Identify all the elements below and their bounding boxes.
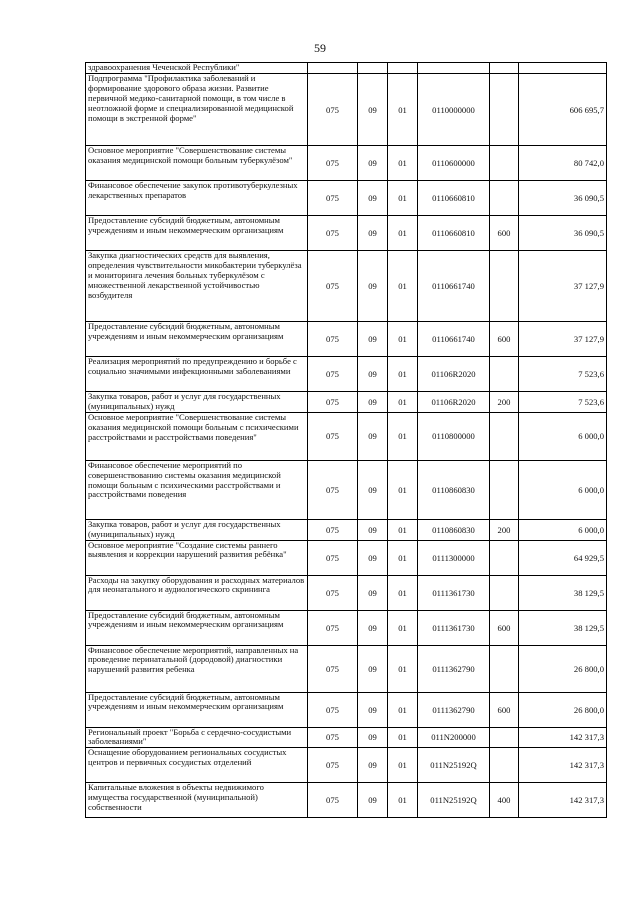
cell-name: Предоставление субсидий бюджетным, автономным учреждениям и иным некоммерческим организациям xyxy=(86,610,308,645)
cell-name: Оснащение оборудованием региональных сосудистых центров и первичных сосудистых отделений xyxy=(86,748,308,783)
cell-pr: 01 xyxy=(388,645,418,692)
cell-sum: 38 129,5 xyxy=(519,575,607,610)
cell-vr xyxy=(490,748,519,783)
cell-pr: 01 xyxy=(388,540,418,575)
cell-csr: 0110661740 xyxy=(418,251,490,322)
cell-csr: 011N25192Q xyxy=(418,748,490,783)
cell-sum: 80 742,0 xyxy=(519,146,607,181)
cell-sum: 142 317,3 xyxy=(519,748,607,783)
cell-vr xyxy=(490,412,519,460)
cell-vr: 600 xyxy=(490,610,519,645)
cell-vr xyxy=(490,575,519,610)
cell-vr: 400 xyxy=(490,783,519,818)
cell-rz: 09 xyxy=(358,322,388,357)
cell-rz: 09 xyxy=(358,392,388,413)
cell-rz: 09 xyxy=(358,412,388,460)
cell-rz: 09 xyxy=(358,74,388,146)
cell-sum: 38 129,5 xyxy=(519,610,607,645)
cell-grbs: 075 xyxy=(308,727,358,748)
cell-grbs: 075 xyxy=(308,783,358,818)
cell-csr: 011N200000 xyxy=(418,727,490,748)
cell-grbs: 075 xyxy=(308,181,358,216)
cell-rz: 09 xyxy=(358,540,388,575)
cell-name: Основное мероприятие "Совершенствование системы оказания медицинской помощи больным туберкулёзом" xyxy=(86,146,308,181)
table-row xyxy=(86,540,607,575)
cell-grbs: 075 xyxy=(308,412,358,460)
cell-name: здравоохранения Чеченской Республики" xyxy=(86,63,308,74)
cell-vr: 200 xyxy=(490,392,519,413)
table-row xyxy=(86,610,607,645)
table-row xyxy=(86,783,607,818)
cell-pr: 01 xyxy=(388,251,418,322)
cell-sum: 142 317,3 xyxy=(519,727,607,748)
cell-pr: 01 xyxy=(388,412,418,460)
cell-vr: 600 xyxy=(490,216,519,251)
cell-vr xyxy=(490,540,519,575)
cell-grbs: 075 xyxy=(308,610,358,645)
table-row xyxy=(86,519,607,540)
cell-sum: 6 000,0 xyxy=(519,412,607,460)
cell-rz: 09 xyxy=(358,575,388,610)
cell-grbs: 075 xyxy=(308,216,358,251)
cell-csr: 0110860830 xyxy=(418,460,490,519)
cell-pr: 01 xyxy=(388,357,418,392)
cell-name: Основное мероприятие "Создание системы раннего выявления и коррекции нарушений развития ребёнка" xyxy=(86,540,308,575)
cell-grbs: 075 xyxy=(308,357,358,392)
budget-table xyxy=(85,62,607,818)
cell-grbs: 075 xyxy=(308,74,358,146)
cell-vr xyxy=(490,181,519,216)
cell-sum: 142 317,3 xyxy=(519,783,607,818)
cell-csr: 0111361730 xyxy=(418,610,490,645)
cell-pr: 01 xyxy=(388,392,418,413)
cell-name: Предоставление субсидий бюджетным, автономным учреждениям и иным некоммерческим организациям xyxy=(86,322,308,357)
cell-sum: 36 090,5 xyxy=(519,216,607,251)
cell-grbs: 075 xyxy=(308,645,358,692)
cell-name: Подпрограмма "Профилактика заболеваний и формирование здорового образа жизни. Развитие первичной медико-санитарной помощи, в том числе в неотложной форме и специализированной медицинской помощи в экстренной форме" xyxy=(86,74,308,146)
cell-name: Финансовое обеспечение мероприятий по совершенствованию системы оказания медицинской помощи больным с психическими расстройствами и расстройствами поведения xyxy=(86,460,308,519)
cell-sum: 64 929,5 xyxy=(519,540,607,575)
cell-csr: 01106R2020 xyxy=(418,357,490,392)
cell-csr: 0111362790 xyxy=(418,692,490,727)
cell-vr: 600 xyxy=(490,692,519,727)
cell-name: Предоставление субсидий бюджетным, автономным учреждениям и иным некоммерческим организациям xyxy=(86,216,308,251)
cell-vr xyxy=(490,460,519,519)
cell-vr xyxy=(490,63,519,74)
cell-sum: 6 000,0 xyxy=(519,460,607,519)
table-row xyxy=(86,392,607,413)
cell-grbs: 075 xyxy=(308,251,358,322)
cell-grbs xyxy=(308,63,358,74)
cell-rz: 09 xyxy=(358,645,388,692)
cell-vr xyxy=(490,357,519,392)
cell-sum: 7 523,6 xyxy=(519,357,607,392)
cell-sum: 36 090,5 xyxy=(519,181,607,216)
table-row xyxy=(86,251,607,322)
cell-vr xyxy=(490,645,519,692)
table-row xyxy=(86,322,607,357)
cell-csr: 0110800000 xyxy=(418,412,490,460)
cell-pr: 01 xyxy=(388,519,418,540)
cell-rz: 09 xyxy=(358,357,388,392)
cell-grbs: 075 xyxy=(308,692,358,727)
cell-rz: 09 xyxy=(358,519,388,540)
table-row xyxy=(86,216,607,251)
cell-name: Закупка товаров, работ и услуг для государственных (муниципальных) нужд xyxy=(86,519,308,540)
cell-rz xyxy=(358,63,388,74)
cell-grbs: 075 xyxy=(308,392,358,413)
cell-pr: 01 xyxy=(388,610,418,645)
cell-pr: 01 xyxy=(388,216,418,251)
cell-pr: 01 xyxy=(388,575,418,610)
cell-csr: 0110660810 xyxy=(418,181,490,216)
cell-vr xyxy=(490,146,519,181)
cell-sum xyxy=(519,63,607,74)
cell-vr xyxy=(490,74,519,146)
cell-csr: 0110600000 xyxy=(418,146,490,181)
cell-vr: 200 xyxy=(490,519,519,540)
cell-grbs: 075 xyxy=(308,519,358,540)
cell-rz: 09 xyxy=(358,460,388,519)
cell-pr: 01 xyxy=(388,460,418,519)
cell-grbs: 075 xyxy=(308,540,358,575)
cell-sum: 26 800,0 xyxy=(519,692,607,727)
table-row xyxy=(86,575,607,610)
cell-csr: 0110660810 xyxy=(418,216,490,251)
table-row xyxy=(86,748,607,783)
cell-grbs: 075 xyxy=(308,748,358,783)
cell-rz: 09 xyxy=(358,251,388,322)
cell-pr: 01 xyxy=(388,74,418,146)
cell-pr: 01 xyxy=(388,692,418,727)
cell-rz: 09 xyxy=(358,692,388,727)
cell-name: Закупка диагностических средств для выявления, определения чувствительности микобактерии туберкулёза и мониторинга лечения больных туберкулёзом с множественной лекарственной устойчивостью возбудителя xyxy=(86,251,308,322)
cell-name: Реализация мероприятий по предупреждению и борьбе с социально значимыми инфекционными заболеваниями xyxy=(86,357,308,392)
table-row xyxy=(86,146,607,181)
cell-sum: 37 127,9 xyxy=(519,251,607,322)
cell-sum: 7 523,6 xyxy=(519,392,607,413)
cell-grbs: 075 xyxy=(308,322,358,357)
cell-name: Закупка товаров, работ и услуг для государственных (муниципальных) нужд xyxy=(86,392,308,413)
table-row xyxy=(86,357,607,392)
cell-rz: 09 xyxy=(358,748,388,783)
cell-csr: 0110661740 xyxy=(418,322,490,357)
table-row xyxy=(86,412,607,460)
table-row xyxy=(86,74,607,146)
cell-csr: 0111300000 xyxy=(418,540,490,575)
cell-name: Предоставление субсидий бюджетным, автономным учреждениям и иным некоммерческим организациям xyxy=(86,692,308,727)
cell-rz: 09 xyxy=(358,181,388,216)
cell-grbs: 075 xyxy=(308,575,358,610)
table-row xyxy=(86,63,607,74)
cell-sum: 26 800,0 xyxy=(519,645,607,692)
cell-pr: 01 xyxy=(388,748,418,783)
table-row xyxy=(86,692,607,727)
cell-csr: 0111362790 xyxy=(418,645,490,692)
cell-pr: 01 xyxy=(388,783,418,818)
cell-pr xyxy=(388,63,418,74)
cell-sum: 37 127,9 xyxy=(519,322,607,357)
cell-rz: 09 xyxy=(358,727,388,748)
cell-name: Региональный проект "Борьба с сердечно-сосудистыми заболеваниями" xyxy=(86,727,308,748)
cell-csr: 0110000000 xyxy=(418,74,490,146)
cell-sum: 6 000,0 xyxy=(519,519,607,540)
table-row xyxy=(86,645,607,692)
cell-name: Финансовое обеспечение мероприятий, направленных на проведение перинатальной (дородовой) диагностики нарушений развития ребенка xyxy=(86,645,308,692)
cell-grbs: 075 xyxy=(308,460,358,519)
page-number: 59 xyxy=(314,41,326,55)
cell-pr: 01 xyxy=(388,322,418,357)
cell-vr: 600 xyxy=(490,322,519,357)
cell-csr xyxy=(418,63,490,74)
table-row xyxy=(86,181,607,216)
cell-sum: 606 695,7 xyxy=(519,74,607,146)
table-row xyxy=(86,460,607,519)
cell-rz: 09 xyxy=(358,216,388,251)
cell-vr xyxy=(490,251,519,322)
cell-rz: 09 xyxy=(358,783,388,818)
cell-pr: 01 xyxy=(388,181,418,216)
cell-name: Основное мероприятие "Совершенствование системы оказания медицинской помощи больным с психическими расстройствами и расстройствами поведения" xyxy=(86,412,308,460)
cell-csr: 0111361730 xyxy=(418,575,490,610)
cell-rz: 09 xyxy=(358,610,388,645)
cell-name: Расходы на закупку оборудования и расходных материалов для неонатального и аудиологического скрининга xyxy=(86,575,308,610)
cell-grbs: 075 xyxy=(308,146,358,181)
table-row xyxy=(86,727,607,748)
cell-name: Финансовое обеспечение закупок противотуберкулезных лекарственных препаратов xyxy=(86,181,308,216)
cell-rz: 09 xyxy=(358,146,388,181)
cell-csr: 0110860830 xyxy=(418,519,490,540)
cell-name: Капитальные вложения в объекты недвижимого имущества государственной (муниципальной) собственности xyxy=(86,783,308,818)
cell-pr: 01 xyxy=(388,727,418,748)
cell-csr: 01106R2020 xyxy=(418,392,490,413)
cell-vr xyxy=(490,727,519,748)
cell-csr: 011N25192Q xyxy=(418,783,490,818)
cell-pr: 01 xyxy=(388,146,418,181)
